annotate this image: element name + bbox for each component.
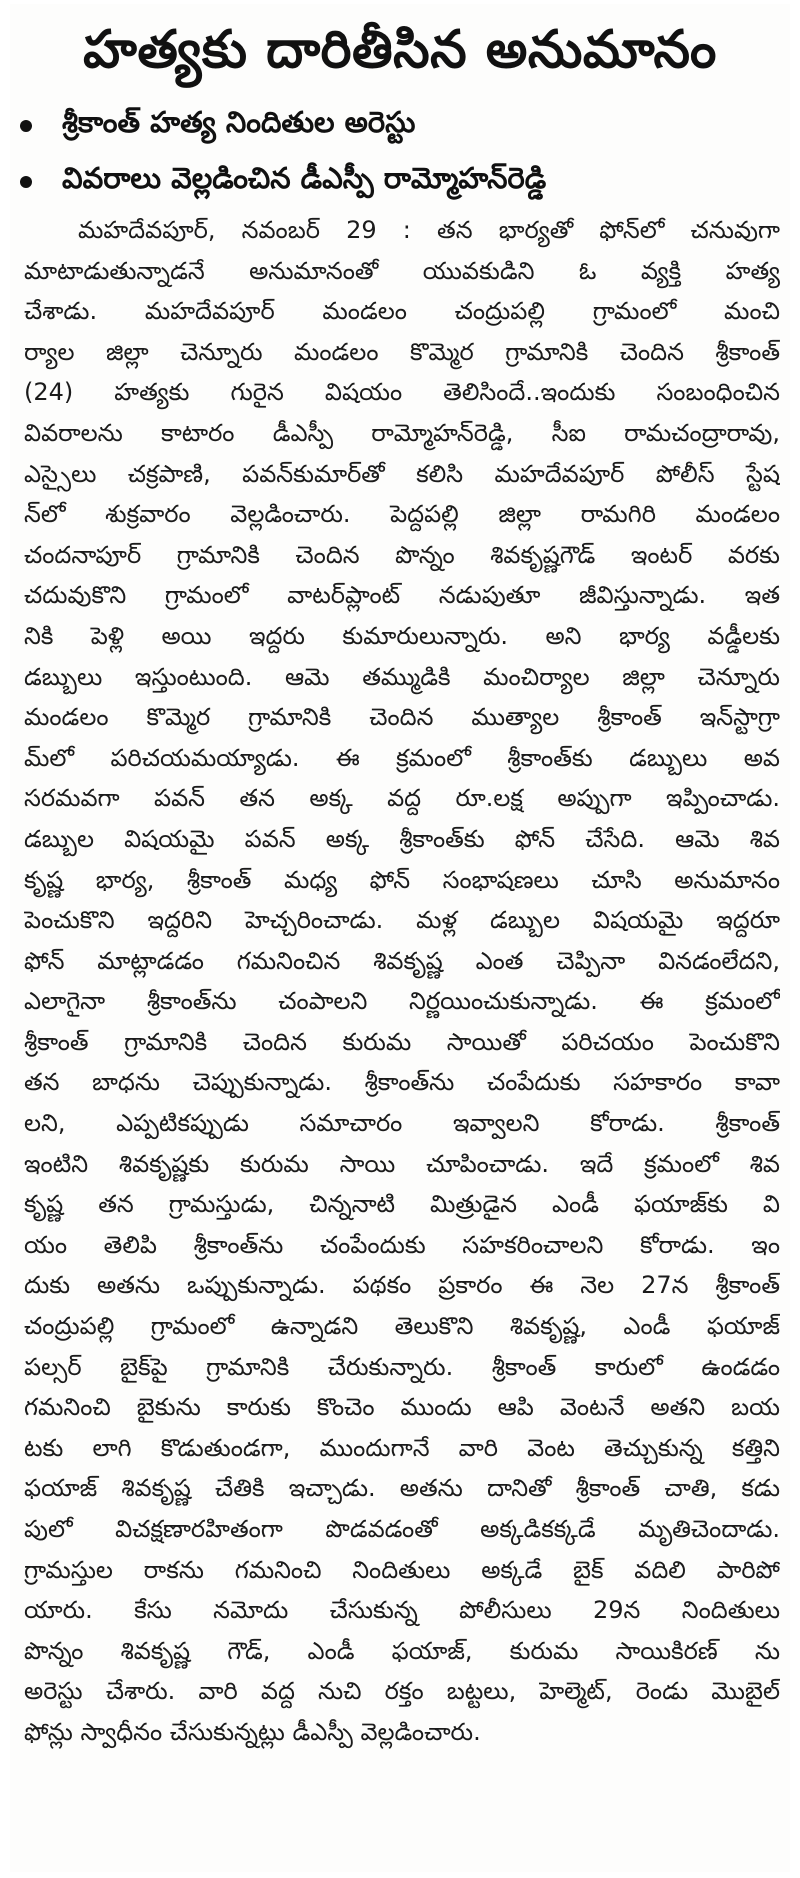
article-line: అరెస్టు చేశారు. వారి వద్ద నుచి రక్తం బట్టలు, హెల్మెట్, రెండు మొబైల్ [24,1677,780,1706]
subhead-text: వివరాలు వెల్లడించిన డీఎస్పీ రామ్మోహన్‌రెడ్డి [62,161,547,195]
article-line: (24) హత్యకు గురైన విషయం తెలిసిందే..ఇందుకు సంబంధించిన [24,378,780,407]
article-line: ఫోన్ మాట్లాడడం గమనించిన శివకృష్ణ ఎంత చెప్పినా వినడంలేదని, [24,946,780,975]
headline: హత్యకు దారితీసిన అనుమానం [83,20,717,80]
article-line: దుకు అతను ఒప్పుకున్నాడు. పథకం ప్రకారం ఈ నెల 27న శ్రీకాంత్ [24,1271,780,1300]
article-line: న్‌లో శుక్రవారం వెల్లడించారు. పెద్దపల్లి జిల్లా రామగిరి మండలం [24,500,780,529]
article-line: లని, ఎప్పటికప్పుడు సమాచారం ఇవ్వాలని కోరాడు. శ్రీకాంత్ [24,1109,780,1138]
article-line: గమనించి బైకును కారుకు కొంచెం ముందు ఆపి వెంటనే అతని బయ [24,1393,780,1422]
article-line: చంద్రుపల్లి గ్రామంలో ఉన్నాడని తెలుకొని శివకృష్ణ, ఎండీ ఫయాజ్ [24,1312,780,1341]
article-body [24,210,780,1753]
article-line: వివరాలను కాటారం డీఎస్పీ రామ్మోహన్‌రెడ్డి, సీఐ రామచంద్రారావు, [24,418,780,447]
bullet-icon [20,176,32,188]
article-line: కృష్ణ తన గ్రామస్తుడు, చిన్ననాటి మిత్రుడైన ఎండీ ఫయాజ్‌కు వి [24,1190,780,1219]
article-line: టకు లాగి కొడుతుండగా, ముందుగానే వారి వెంట తెచ్చుకున్న కత్తిని [24,1433,780,1462]
article-line: డబ్బులు ఇస్తుంటుంది. ఆమె తమ్ముడికి మంచిర్యాల జిల్లా చెన్నూరు [24,662,780,691]
article-line: నికి పెళ్లి అయి ఇద్దరు కుమారులున్నారు. అని భార్య వడ్డీలకు [24,621,780,650]
article-line: కృష్ణ భార్య, శ్రీకాంత్ మధ్య ఫోన్ సంభాషణలు చూసి అనుమానం [24,865,780,894]
subhead-details [20,156,546,208]
article-line: యారు. కేసు నమోదు చేసుకున్న పోలీసులు 29న నిందితులు [24,1596,780,1625]
article-line: ఇంటిని శివకృష్ణకు కురుమ సాయి చూపించాడు. ఇదే క్రమంలో శివ [24,1149,780,1178]
article-line: ర్యాల జిల్లా చెన్నూరు మండలం కొమ్మెర గ్రామానికి చెందిన శ్రీకాంత్ [24,337,780,366]
article-line: మండలం కొమ్మెర గ్రామానికి చెందిన ముత్యాల శ్రీకాంత్ ఇన్‌స్టాగ్రా [24,703,780,732]
article-line: ఫోన్లు స్వాధీనం చేసుకున్నట్లు డీఎస్పీ వెల్లడించారు. [24,1717,481,1746]
article-line: పల్సర్ బైక్‌పై గ్రామానికి చేరుకున్నారు. శ్రీకాంత్ కారులో ఉండడం [24,1352,780,1381]
article-line: చందనాపూర్ గ్రామానికి చెందిన పొన్నం శివకృష్ణగౌడ్ ఇంటర్ వరకు [24,540,780,569]
article-line: గ్రామస్తుల రాకను గమనించి నిందితులు అక్కడే బైక్ వదిలి పారిపో [24,1555,780,1584]
article-line: శ్రీకాంత్ గ్రామానికి చెందిన కురుమ సాయితో పరిచయం పెంచుకొని [24,1027,780,1056]
article-line: తన బాధను చెప్పుకున్నాడు. శ్రీకాంత్‌ను చంపేదుకు సహకారం కావా [24,1068,780,1097]
article-line: చేశాడు. మహదేవపూర్ మండలం చంద్రుపల్లి గ్రామంలో మంచి [24,297,780,326]
article-line: పులో విచక్షణారహితంగా పొడవడంతో అక్కడికక్కడే మృతిచెందాడు. [24,1515,780,1543]
article-line: డబ్బుల విషయమై పవన్ అక్క శ్రీకాంత్‌కు ఫోన్ చేసేది. ఆమె శివ [24,824,780,853]
article-line: పొన్నం శివకృష్ణ గౌడ్, ఎండీ ఫయాజ్, కురుమ సాయికిరణ్ ను [24,1636,780,1665]
article-line: చదువుకొని గ్రామంలో వాటర్‌ప్లాంట్ నడుపుతూ జీవిస్తున్నాడు. ఇత [24,581,780,610]
article-line: సరమవగా పవన్ తన అక్క వద్ద రూ.లక్ష అప్పుగా ఇప్పించాడు. [24,784,780,813]
article-line: యం తెలిపి శ్రీకాంత్‌ను చంపేందుకు సహకరించాలని కోరాడు. ఇం [24,1230,780,1259]
article-line: పెంచుకొని ఇద్దరిని హెచ్చరించాడు. మళ్ల డబ్బుల విషయమై ఇద్దరూ [24,906,780,935]
bullet-icon [20,120,32,132]
article-line: మహదేవపూర్, నవంబర్ 29 : తన భార్యతో ఫోన్‌లో చనువుగా [78,216,780,244]
newspaper-clipping [10,4,790,1872]
article-line: మాటాడుతున్నాడనే అనుమానంతో యువకుడిని ఓ వ్యక్తి హత్య [24,256,780,285]
article-line: మ్‌లో పరిచయమయ్యాడు. ఈ క్రమంలో శ్రీకాంత్‌కు డబ్బులు అవ [24,743,780,772]
subhead-text: శ్రీకాంత్ హత్య నిందితుల అరెస్టు [62,105,416,139]
subhead-arrest [20,100,415,152]
article-line: ఎలాగైనా శ్రీకాంత్‌ను చంపాలని నిర్ణయించుకున్నాడు. ఈ క్రమంలో [24,987,780,1016]
article-line: ఫయాజ్ శివకృష్ణ చేతికి ఇచ్చాడు. అతను దానితో శ్రీకాంత్ చాతి, కడు [24,1474,780,1503]
article-line: ఎస్సైలు చక్రపాణి, పవన్‌కుమార్‌తో కలిసి మహదేవపూర్ పోలీస్ స్టేష [24,459,780,488]
